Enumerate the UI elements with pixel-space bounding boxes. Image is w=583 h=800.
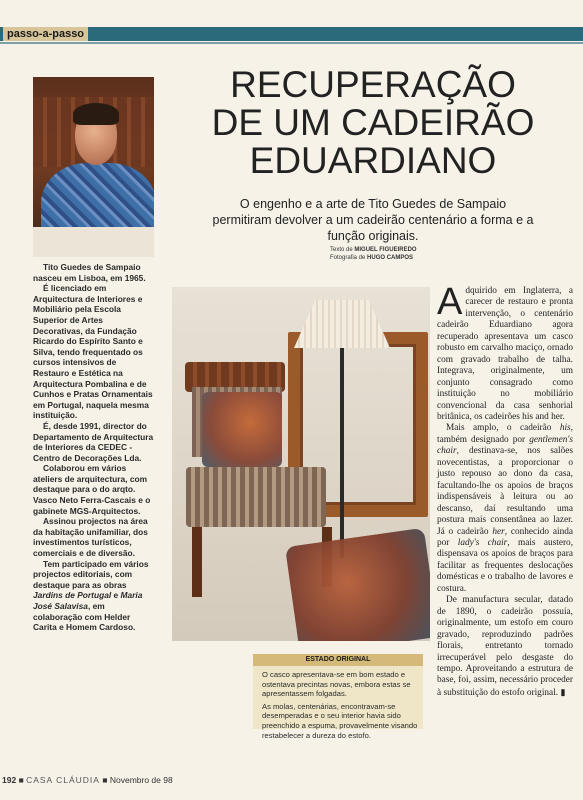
title-line: DE UM CADEIRÃO [211, 102, 535, 143]
body-italic: his [559, 423, 571, 434]
bio-paragraph: É, desde 1991, director do Departamento de Arquitectura de Interiores da CEDEC - Centro de Decorações Lda. [33, 420, 154, 463]
body-italic: lady's chair [457, 537, 508, 548]
credit-author: MIGUEL FIGUEIREDO [354, 247, 417, 253]
section-label: passo-a-passo [3, 27, 88, 41]
article-subtitle: O engenho e a arte de Tito Guedes de Sampaio permitiram devolver a um cadeirão centenário a forma e a função originais. [212, 197, 534, 243]
end-mark: ▮ [560, 686, 566, 697]
body-paragraph [437, 595, 573, 699]
book-title: Maria José Salavisa [33, 590, 143, 611]
page-footer [2, 775, 173, 785]
estado-paragraph: O casco apresentava-se em bom estado e ostentava precintas novas, embora estas se apresentassem folgadas. [262, 670, 411, 699]
title-line: EDUARDIANO [249, 140, 497, 181]
portrait-hair [73, 103, 119, 125]
bio-text: e [111, 590, 121, 601]
bio-paragraph-last [33, 559, 154, 633]
author-portrait [33, 77, 154, 257]
body-italic: her [492, 526, 505, 537]
author-bio [33, 262, 154, 633]
bio-text: Tem participado em vários projectos editoriais, com destaque para as obras [33, 558, 149, 590]
publication-name: CASA CLÁUDIA [26, 775, 100, 785]
issue-date: Novembro de 98 [109, 775, 173, 785]
draped-fabric [285, 528, 430, 641]
credits [330, 247, 490, 262]
chair-seat [186, 467, 326, 527]
footer-separator: ■ [102, 775, 108, 785]
estado-text [262, 670, 420, 743]
title-line: RECUPERAÇÃO [230, 64, 516, 105]
page-number: 192 [2, 775, 17, 785]
article-title [200, 66, 546, 180]
credit-author: HUGO CAMPOS [367, 254, 414, 261]
body-paragraph [437, 423, 573, 595]
body-italic: gentlemen's chair [437, 434, 573, 457]
body-text: De manufactura secular, datado de 1890, o cadeirão possuía, originalmente, um estofo em couro gravado, reproduzindo padrões florais, entretanto tornado irrecuperável pelo desgaste do tempo. Aproveitando a estrutura de base, foi, assim, necessário proceder à substituição do estofo original. [437, 595, 573, 698]
body-text: , destinava-se, nos salões novecentistas, a proporcionar o justo repouso ao dono da casa, facultando-lhe os apoios de braços indispensáveis à leitura ou ao descanso, daí resultando uma postura mais consentânea ao lazer. Já o cadeirão [437, 446, 573, 537]
photo-credit [330, 255, 490, 263]
body-paragraph [437, 281, 573, 423]
estado-heading: ESTADO ORIGINAL [253, 654, 423, 666]
lampshade [294, 300, 390, 348]
body-text: , mais austero, dispensava os apoios de braços para facilitar as frequentes deslocações domésticas e o trabalho de lavores e costura. [437, 537, 574, 594]
body-text: , conhecido ainda por [437, 526, 573, 548]
chair-photo [172, 287, 430, 641]
book-title: Jardins de Portugal [33, 590, 112, 601]
bio-paragraph: É licenciado em Arquitectura de Interiores e Mobiliário pela Escola Superior de Artes Decorativas, da Fundação Ricardo do Espírito Santo e Silva, tendo frequentado os cursos intensivos de Restauro e Estética na Arquitectura Pombalina e de Cunhos e Pratas Ornamentais em Portugal, naquela mesma instituição. [33, 283, 153, 421]
bio-paragraph: Assinou projectos na área da habitação unifamiliar, dos investimentos turísticos, comerciais e de diversão. [33, 516, 148, 559]
bio-paragraph: Colaborou em vários ateliers de arquitectura, com destaque para o do arqto. Vasco Neto Ferra-Cascais e o gabinete MGS-Arquitectos. [33, 463, 151, 516]
header-rule [0, 42, 583, 44]
portrait-trousers [33, 227, 154, 257]
credit-label: Texto de [330, 247, 353, 253]
footer-separator: ■ [18, 775, 24, 785]
drop-cap: A [437, 281, 463, 323]
article-body [437, 281, 574, 699]
chair-cushion [202, 392, 282, 467]
estado-paragraph: As molas, centenárias, encontravam-se desemperadas e o seu interior havia sido preenchido a espuma, provavelmente visando restabelecer a dureza do estofo. [262, 701, 418, 740]
credit-label: Fotografia de [330, 254, 366, 261]
bio-paragraph: Tito Guedes de Sampaio nasceu em Lisboa, em 1965. [33, 262, 146, 283]
chair-leg [192, 527, 202, 597]
bio-text: , em colaboração com Helder Carita e Homem Cardoso. [33, 601, 136, 633]
body-text: , também designado por [437, 423, 573, 445]
lamp-pole [340, 348, 344, 558]
body-text: Mais amplo, o cadeirão [446, 423, 560, 434]
body-text: dquirido em Inglaterra, a carecer de restauro e pronta intervenção, o centenário cadeirão Eduardiano agora recuperado apresentava um casco robusto em carvalho maciço, ornado com gravado trabalho de talha. Integrava, originalmente, um conjunto consagrado como instituição no mobiliário convencional da casa senhorial britânica, os cadeirões his and her. [437, 286, 573, 422]
text-credit [330, 247, 490, 255]
